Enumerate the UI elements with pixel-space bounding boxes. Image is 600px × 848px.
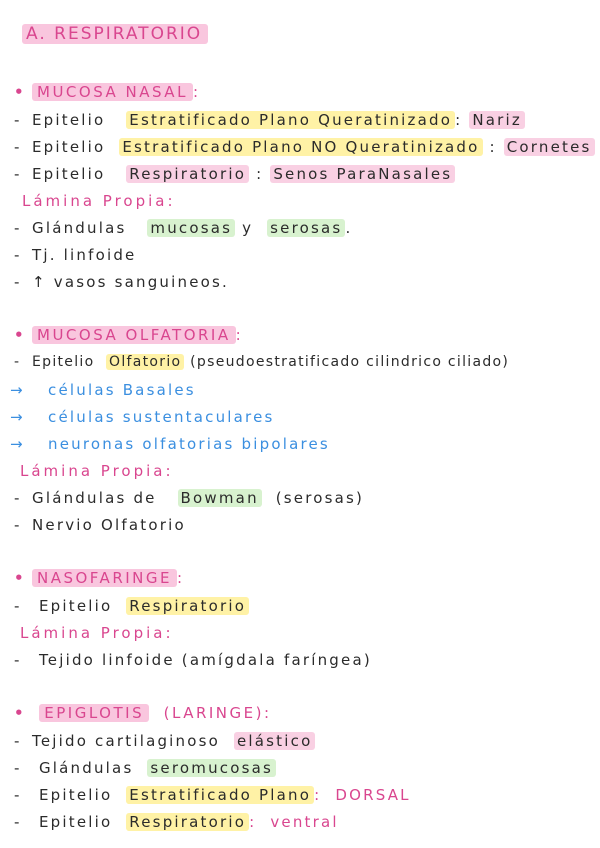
location-tag: Senos ParaNasales bbox=[270, 165, 455, 183]
section-heading-mucosa-nasal bbox=[14, 82, 600, 102]
dash-icon: - bbox=[14, 813, 22, 831]
epitelio-label: Epitelio bbox=[32, 111, 106, 129]
section-heading-epiglotis bbox=[14, 703, 600, 723]
list-item bbox=[14, 245, 600, 265]
dash-icon: - bbox=[14, 516, 22, 534]
highlight-text: seromucosas bbox=[147, 759, 276, 777]
epitelio-type: Respiratorio bbox=[126, 597, 249, 615]
list-item bbox=[10, 380, 600, 400]
epitelio-detail: (pseudoestratificado cilindrico ciliado) bbox=[190, 354, 510, 370]
dash-icon: - bbox=[14, 732, 22, 750]
epitelio-label: Epitelio bbox=[38, 597, 113, 615]
list-item bbox=[14, 596, 600, 616]
list-item bbox=[14, 812, 600, 832]
lamina-propia-label: Lámina Propia: bbox=[20, 624, 174, 642]
item-text: Glándulas bbox=[38, 759, 134, 777]
epitelio-label: Epitelio bbox=[32, 354, 95, 370]
list-item bbox=[14, 515, 600, 535]
up-arrow-icon: ↑ bbox=[32, 273, 47, 291]
title-text: A. RESPIRATORIO bbox=[22, 24, 208, 44]
item-text: (serosas) bbox=[275, 489, 365, 507]
lamina-propia-label: Lámina Propia: bbox=[22, 192, 176, 210]
list-item bbox=[14, 272, 600, 292]
section-heading-mucosa-olfatoria bbox=[14, 325, 600, 345]
heading-text: MUCOSA OLFATORIA bbox=[32, 326, 236, 344]
highlight-text: mucosas bbox=[147, 219, 235, 237]
dash-icon: - bbox=[14, 489, 22, 507]
list-item bbox=[14, 110, 600, 130]
epitelio-label: Epitelio bbox=[38, 813, 113, 831]
bullet-icon: • bbox=[14, 83, 27, 101]
epitelio-label: Epitelio bbox=[32, 138, 106, 156]
epitelio-label: Epitelio bbox=[38, 786, 113, 804]
location-tag: Nariz bbox=[469, 111, 525, 129]
separator: : bbox=[314, 786, 322, 804]
epitelio-type: Respiratorio bbox=[126, 165, 249, 183]
location-tag: Cornetes bbox=[504, 138, 595, 156]
item-text: y bbox=[242, 219, 254, 237]
separator: : bbox=[249, 813, 257, 831]
dash-icon: - bbox=[14, 786, 22, 804]
list-item bbox=[10, 434, 600, 454]
arrow-right-icon: → bbox=[10, 408, 25, 426]
arrow-right-icon: → bbox=[10, 381, 25, 399]
separator: : bbox=[489, 138, 497, 156]
epitelio-type: Olfatorio bbox=[106, 354, 184, 370]
epitelio-type: Estratificado Plano bbox=[126, 786, 314, 804]
separator: : bbox=[455, 111, 463, 129]
bullet-icon: • bbox=[14, 569, 27, 587]
bullet-icon: • bbox=[14, 704, 27, 722]
item-text: Nervio Olfatorio bbox=[32, 516, 186, 534]
list-item bbox=[14, 758, 600, 778]
item-text: Glándulas de bbox=[32, 489, 157, 507]
dash-icon: - bbox=[14, 273, 22, 291]
location-tag: ventral bbox=[270, 813, 339, 831]
heading-colon: : bbox=[192, 83, 201, 101]
heading-colon: : bbox=[235, 326, 244, 344]
item-text: Glándulas bbox=[32, 219, 127, 237]
page-title bbox=[20, 22, 214, 46]
dash-icon: - bbox=[14, 354, 21, 370]
list-item bbox=[14, 650, 600, 670]
heading-text: NASOFARINGE bbox=[32, 569, 177, 587]
lamina-propia-label: Lámina Propia: bbox=[20, 462, 174, 480]
list-item bbox=[14, 164, 600, 184]
dash-icon: - bbox=[14, 138, 22, 156]
cell-type: células sustentaculares bbox=[48, 408, 275, 426]
epitelio-type: Estratificado Plano Queratinizado bbox=[126, 111, 455, 129]
item-text: Tj. linfoide bbox=[32, 246, 137, 264]
dash-icon: - bbox=[14, 246, 22, 264]
list-item bbox=[14, 488, 600, 508]
dash-icon: - bbox=[14, 165, 22, 183]
heading-text: EPIGLOTIS bbox=[39, 704, 149, 722]
highlight-text: serosas bbox=[267, 219, 345, 237]
epitelio-type: Estratificado Plano NO Queratinizado bbox=[119, 138, 482, 156]
item-text: vasos sanguineos. bbox=[53, 273, 229, 291]
epitelio-label: Epitelio bbox=[32, 165, 106, 183]
list-item bbox=[10, 407, 600, 427]
heading-text: MUCOSA NASAL bbox=[32, 83, 193, 101]
cell-type: neuronas olfatorias bipolares bbox=[48, 435, 330, 453]
list-item bbox=[14, 137, 600, 157]
item-text: . bbox=[345, 219, 353, 237]
dash-icon: - bbox=[14, 597, 22, 615]
section-heading-nasofaringe bbox=[14, 568, 600, 588]
highlight-text: elástico bbox=[234, 732, 315, 750]
highlight-text: Bowman bbox=[178, 489, 262, 507]
dash-icon: - bbox=[14, 759, 22, 777]
item-text: Tejido cartilaginoso bbox=[32, 732, 221, 750]
list-item bbox=[14, 731, 600, 751]
cell-type: células Basales bbox=[48, 381, 196, 399]
list-item bbox=[14, 352, 600, 372]
arrow-right-icon: → bbox=[10, 435, 25, 453]
separator: : bbox=[256, 165, 264, 183]
epitelio-type: Respiratorio bbox=[126, 813, 249, 831]
heading-suffix: (LARINGE): bbox=[163, 704, 272, 722]
dash-icon: - bbox=[14, 111, 22, 129]
dash-icon: - bbox=[14, 219, 22, 237]
bullet-icon: • bbox=[14, 326, 27, 344]
dash-icon: - bbox=[14, 651, 22, 669]
list-item bbox=[14, 218, 600, 238]
item-text: Tejido linfoide (amígdala faríngea) bbox=[38, 651, 372, 669]
heading-colon: : bbox=[177, 569, 185, 587]
list-item bbox=[14, 785, 600, 805]
location-tag: DORSAL bbox=[335, 786, 411, 804]
